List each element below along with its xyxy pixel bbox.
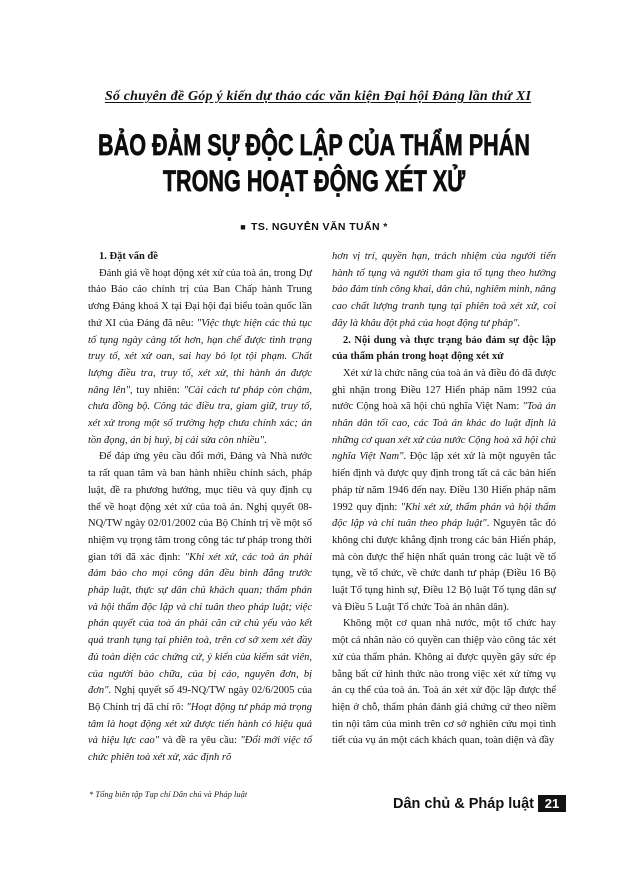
quotation-run: "Khi xét xử, các toà án phải đảm bảo cho mọi công dân đều bình đẳng trước pháp luật, thực sự dân chủ khách quan; thẩm phán và hội thẩm độc lập và chỉ tuân theo pháp luật; việc phán quyết của toà án phải căn cứ chủ yếu vào kết quả tranh tụng tại phiên toà, trên cơ sở xem xét đầy đủ toàn diện các chứng cứ, ý kiến của kiểm sát viên, của người bào chữa, của bị cáo, nguyên đơn, bị đơn" bbox=[88, 551, 312, 697]
section-2-heading: 2. Nội dung và thực trạng bảo đảm sự độc lập của thẩm phán trong hoạt động xét xử bbox=[332, 334, 556, 363]
quotation-run: "Hoạt động tư pháp mà trọng tâm là hoạt động xét xử được tiến hành có hiệu quả và hiệu lực cao" bbox=[88, 701, 312, 747]
text-run: . Nghị quyết số 49-NQ/TW ngày 02/6/2005 của Bộ Chính trị đã chỉ rõ: bbox=[88, 685, 312, 713]
paragraph bbox=[332, 366, 556, 617]
continued-paragraph bbox=[332, 249, 556, 333]
author-name: TS. NGUYỄN VĂN TUẤN * bbox=[251, 221, 388, 233]
text-run: Xét xử là chức năng của toà án và điều đó đã được ghi nhận trong Điều 127 Hiến pháp năm 1992 của nước Cộng hoà xã hội chủ nghĩa Việt Nam: bbox=[332, 367, 556, 413]
text-run: Không một cơ quan nhà nước, một tổ chức hay một cá nhân nào có quyền can thiệp vào công tác xét xử của thẩm phán. Không ai được quyền gây sức ép bằng bất cứ hình thức nào trong việc xét xử từng vụ án cụ thể của toà án. Toà án xét xử độc lập được thể hiện ở chỗ, thẩm phán đánh giá chứng cứ theo niềm tin nội tâm của mình trên cơ sở nghiên cứu mọi tình tiết của vụ án một cách khách quan, toàn diện và đầy bbox=[332, 618, 556, 747]
quotation-run: "Đổi mới việc tổ chức phiên toà xét xử, xác định rõ bbox=[88, 735, 312, 764]
journal-name: Dân chủ & Pháp luật bbox=[393, 796, 534, 812]
footnote: * Tổng biên tập Tạp chí Dân chủ và Pháp luật bbox=[89, 789, 248, 799]
running-header: Số chuyên đề Góp ý kiến dự thảo các văn kiện Đại hội Đảng lần thứ XI bbox=[104, 89, 532, 104]
article-title-line-2: TRONG HOẠT ĐỘNG XÉT XỬ bbox=[162, 165, 466, 198]
left-column bbox=[88, 249, 312, 767]
section-1-heading: 1. Đặt vấn đề bbox=[99, 251, 158, 262]
text-run: Đánh giá về hoạt động xét xử của toà án, trong Dự thảo Báo cáo chính trị của Ban Chấp hành Trung ương Đảng khoá X tại Đại hội đại biểu toàn quốc lần thứ XI của Đảng đã nêu: bbox=[88, 267, 312, 329]
author-byline bbox=[0, 219, 628, 235]
square-bullet-icon: ■ bbox=[240, 222, 247, 232]
quotation-run: "Toà án nhân dân tối cao, các Toà án khác do luật định là những cơ quan xét xử của nước Cộng hoà xã hội chủ nghĩa Việt Nam" bbox=[332, 401, 556, 463]
paragraph bbox=[88, 266, 312, 450]
text-run: Để đáp ứng yêu cầu đổi mới, Đảng và Nhà nước ta rất quan tâm và ban hành nhiều chính sách, pháp luật, đề ra phương hướng, mục tiêu và quy định cụ thể về hoạt động xét xử của toà án. Nghị quyết 08-NQ/TW ngày 02/01/2002 của Bộ Chính trị về một số nhiệm vụ trọng tâm trong công tác tư pháp trong thời gian tới đã xác định: bbox=[88, 451, 312, 563]
text-run: . Độc lập xét xử là một nguyên tắc hiến định và được quy định trong tất cả các bản hiến pháp từ năm 1946 đến nay. Điều 130 Hiến pháp năm 1992 quy định: bbox=[332, 451, 556, 513]
paragraph bbox=[88, 449, 312, 766]
quotation-run: "Khi xét xử, thẩm phán và hội thẩm độc lập và chỉ tuân theo pháp luật" bbox=[332, 501, 556, 530]
text-run: , tuy nhiên: bbox=[130, 384, 184, 396]
text-run: và đề ra yêu cầu: bbox=[159, 735, 241, 747]
quotation-run: "Cải cách tư pháp còn chậm, chưa đồng bộ. Công tác điều tra, giam giữ, truy tố, xét xử trong một số trường hợp chưa chính xác; án tồn đọng, án bị huỷ, bị cải sửa còn nhiều" bbox=[88, 384, 313, 446]
quotation-run: "Việc thực hiện các thủ tục tố tụng ngày càng tốt hơn, hạn chế được tình trạng truy tố, xét xử oan, sai hay bỏ lọt tội phạm. Chất lượng điều tra, truy tố, xét xử, thi hành án được nâng lên" bbox=[88, 317, 312, 396]
article-title-line-1: BẢO ĐẢM SỰ ĐỘC LẬP CỦA THẨM PHÁN bbox=[98, 129, 530, 162]
page-number: 21 bbox=[538, 795, 566, 812]
text-run: . Nguyên tắc đó không chỉ được khẳng định trong các bản Hiến pháp, mà còn được thể hiện nhất quán trong các luật về tố tụng, về tổ chức, về chức danh tư pháp (Điều 16 Bộ luật Tố tụng hình sự, Điều 12 Bộ luật Tố tụng dân sự và Điều 5 Luật Tổ chức Toà án nhân dân). bbox=[332, 518, 556, 613]
text-run: . bbox=[517, 317, 521, 329]
quotation-run: hơn vị trí, quyền hạn, trách nhiệm của người tiến hành tố tụng và người tham gia tố tụng theo hướng bảo đảm tính công khai, dân chủ, nghiêm minh, nâng cao chất lượng tranh tụng tại phiên toà xét xử, coi đây là khâu đột phá của hoạt động tư pháp" bbox=[332, 251, 556, 329]
text-run: . bbox=[264, 434, 267, 446]
right-column bbox=[332, 249, 556, 750]
paragraph bbox=[332, 616, 556, 750]
